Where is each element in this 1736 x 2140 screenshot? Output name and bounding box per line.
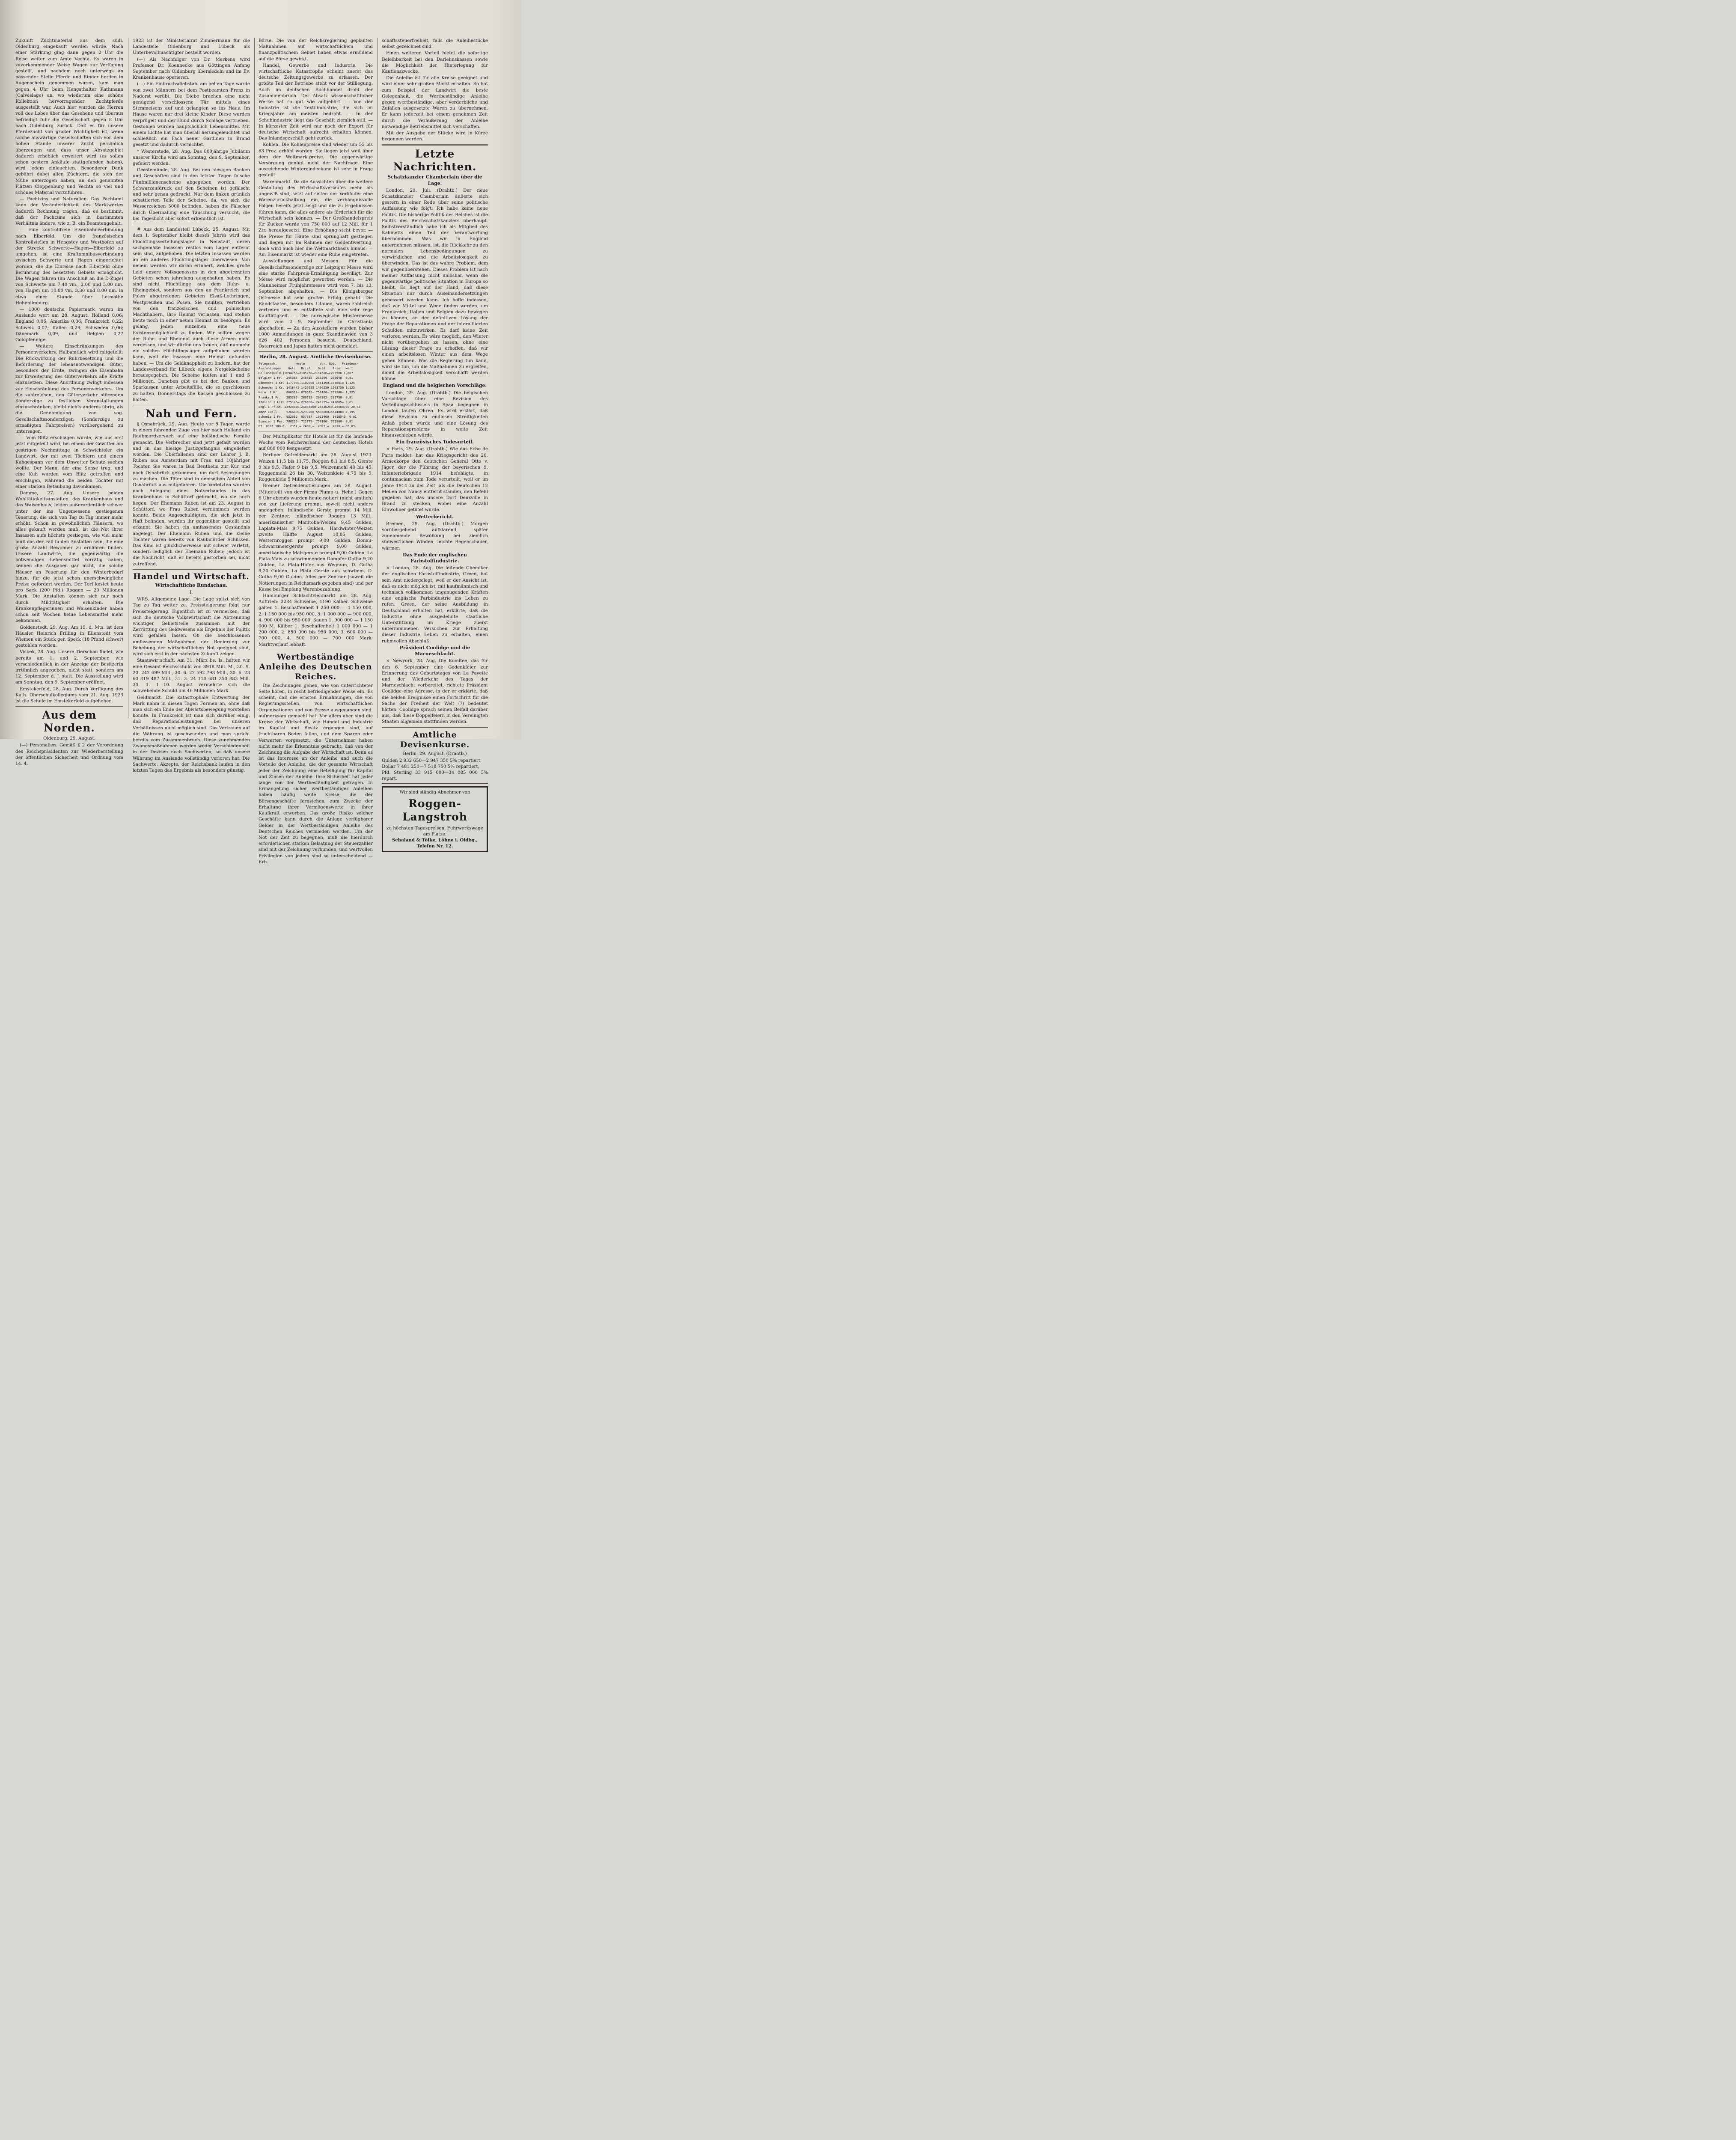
section-heading: Aus dem Norden. xyxy=(42,709,97,734)
article-paragraph: * Westerstede, 28. Aug. Das 800jährige Jubiläum unserer Kirche wird am Sonntag, den 9. September, gefeiert werden. xyxy=(133,149,250,166)
advertisement xyxy=(382,786,488,852)
article-paragraph: Der Multiplikator für Hotels ist für die laufende Woche vom Reichsverband der deutschen Hotels auf 800 000 festgesetzt. xyxy=(259,434,373,452)
article-paragraph: Geldmarkt. Die katastrophale Entwertung der Mark nahm in diesen Tagen Formen an, ohne daß man sich ein Ende der Abwärtsbewegung vorstellen konnte. In Frankreich ist man sich darüber einig, daß Reparationsleistungen bei unseren Verhältnissen nicht möglich sind. Das Vertrauen auf die Währung ist geschwunden und man spricht bereits vom Zusammenbruch. Diese zunehmenden Zwangsmaßnahmen werden weder Verschiedenheit in der Devisen noch Sachwerten, so daß unsere Währung im Auslande vollständig verloren hat. Die Sachwerte, Akzepte, der Reichsbank laufen in den letzten Tagen das Ergebnis als besonders günstig. xyxy=(133,695,250,773)
ad-title: Roggen-Langstroh xyxy=(402,797,468,823)
article-paragraph: × Newyork, 28. Aug. Die Komitee, das für den 6. September eine Gedenkfeier zur Erinnerung des Geburtstages von La Fayette und der Wiederkehr des Tages der Marneschlacht vorbereitet, richtete Präsident Coolidge eine Adresse, in der er erklärte, daß die beiden Ereignisse einen Fortschritt für die Sache der Freiheit der Welt (?) bedeutet hätten. Coolidge sprach seinen Beifall darüber aus, daß diese Doppelfeiern in den Vereinigten Staaten allgemein stattfinden werden. xyxy=(382,658,488,725)
article-paragraph: Berliner Getreidemarkt am 28. August 1923. Weizen 11,5 bis 11,75, Roggen 8,1 bis 8,5, Gerste 9 bis 9,5, Hafer 9 bis 9,5, Weizenmehl 40 bis 45, Roggenmehl 26 bis 30, Weizenkleie 4,75 bis 5, Roggenkleie 5 Millionen Mark. xyxy=(259,452,373,482)
subheading: England und die belgischen Vorschläge. xyxy=(383,383,487,389)
article-paragraph: London, 29. Juli. (Drahtb.) Der neue Schatzkanzler Chamberlain äußerte sich gestern in einer Rede über seine politische Auffassung wie folgt: Ich habe keine neue Politik. Die bisherige Politik des Reiches ist die Politik des Reichsschatzkanzlers überhaupt. Selbstverständlich habe ich als Mitglied des Kabinetts einen Teil der Verantwortung übernommen. Was wir in England unternehmen müssen, ist, die Rückkehr zu den normalen Lebensbedingungen zu verwirklichen und die Arbeitslosigkeit zu überwinden. Das ist das wahre Problem, dem wir gegenüberstehen. Dieses Problem ist nach meiner Auffassung nicht unlösbar, wenn die gegenwärtige politische Situation in Europa so bleibt. Es liegt auf der Hand, daß diese Situation nur durch Auseinandersetzungen gebessert werden kann. Ich hoffe indessen, daß wir Mittel und Wege finden werden, um Frankreich, Italien und Belgien dazu bewegen zu können, an der definitiven Lösung der Frage der Reparationen und der interalliierten Schulden mitzuwirken. Es darf keine Zeit verloren werden. Es wäre möglich, den Winter nicht vorübergehen zu lassen, ohne eine Lösung dieser Frage zu erhoffen, daß wir einen arbeitslosen Winter aus dem Wege gehen können. Was die Regierung tun kann, wird sie tun, um die Maßnahmen zu ergreifen, damit die Arbeitslosigkeit verschafft werden könne. xyxy=(382,187,488,382)
article-paragraph: Die Zeichnungen gehen, wie von unterrichteter Seite hören, in recht befriedigender Weise ein. Es scheint, daß die ernsten Ermahnungen, die von Regierungsstellen, von wirtschaftlichen Organisationen und von Presse ausgegangen sind, aufmerksam gemacht hat. Vor allem aber sind die Kreise der Wirtschaft, wie Handel und Industrie im Kapital und Besitz ergangen sind, auf fruchtbaren Boden fallen, und dem Sparen oder Verwerten vorgesetzt, die Unternehmer haben nicht mehr die Erkenntnis gebracht, daß von der Zeichnung die Aufgabe der Wirtschaft ist. Denn es ist das Interesse an der Anleihe und auch die Vorteile der Anleihe, die der gesamte Wirtschaft jeder der Zeichnung eine Beteiligung für Kapital und Zinsen der Anleihe. Ihre Sicherheit hat jeder lange von der Wertbeständigkeit getragen. In Ermangelung sicher wertbeständiger Anleihen haben häufig weite Kreise, die der Börsengeschäfte fernstehen, zum Zwecke der Erhaltung ihrer Vermögenswerte in ihrer Kaufkraft erworben. Das große Risiko solcher Geschäfte kann durch die Anlage verfügbarer Gelder in der Wertbeständigen Anleihe des Deutschen Reiches vermieden werden. Um der Not der Zeit zu begegnen, muß die hierdurch erforderlichen starken Belastung der Steuerzahler sind mit der Zeichnung verbunden, und wertvollen Privilegien von jedem sind so unterscheidend — Erb. xyxy=(259,683,373,865)
article-paragraph: WRS. Allgemeine Lage. Die Lage spitzt sich von Tag zu Tag weiter zu. Preissteigerung folgt nur Preissteigerung. Eigentlich ist zu vermerken, daß sich die deutsche Volkswirtschaft die Abtrennung wichtiger Gebietsteile zusammen mit der Zerrüttung des Geldwesens als Ergebnis der Politik wird gefallen lassen. Ob die beschlossenen umfassenden Maßnahmen der Regierung zur Behebung der wirtschaftlichen Not geeignet sind, wird sich erst in der nächsten Zukunft zeigen. xyxy=(133,597,250,657)
ad-text: Wir sind ständig Abnehmer von xyxy=(399,789,470,795)
subheading: Berlin, 28. August. Amtliche Devisenkurse. xyxy=(259,354,372,360)
ad-text: zu höchsten Tagespreisen. Fuhrwerkswage am Platze. xyxy=(386,825,483,837)
article-paragraph: Zukunft Zuchtmaterial aus dem südl. Oldenburg eingekauft werden würde. Nach einer Stärkung ging dann gegen 2 Uhr die Reise weiter zum Amte Vechta. Es waren in zuvorkommender Weise Wagen zur Verfügung gestellt, und nachdem noch unterwegs an passender Stelle Pferde und Rinder herden in Augenschein genommen waren, kam man gegen 4 Uhr beim Hengsthalter Kathmann (Calveslage) an, wo wiederum eine schöne Kollektion hervorragender Zuchtpferde ausgestellt war. Auch hier wurden die Herren voll des Lobes über das Gesehene und überaus befriedigt fuhr die Gesellschaft gegen 8 Uhr nach Oldenburg zurück. Daß es für unsere Pferdezucht von großer Wichtigkeit ist, wenn solche auswärtige Gesellschaften sich von dem hohen Stande unserer Zucht persönlich überzeugen und dass unser Absatzgebiet dadurch erheblich erweitert wird (es sollen schon gestern Ankäufe stattgefunden haben), wird jedem einleuchten. Besonderer Dank gebührt dabei allen Züchtern, die sich der Mühe unterzogen haben, an den genannten Plätzen Cloppenburg und Vechta so viel und schönes Material vorzuführen. xyxy=(15,38,123,196)
article-paragraph: Bremer Getreidenotierungen am 28. August. (Mitgeteilt von der Firma Plump u. Hehe.) Gegen 6 Uhr abends wurden heute notiert (nicht amtlich) von zur Lieferung prompt, soweit nicht anders angegeben: Inländische Gerste prompt 14 Mill. per Zentner, inländischer Roggen 13 Mill., amerikanischer Manitoba-Weizen 9,45 Gulden, Laplata-Mais 9,75 Gulden, Hardwinter-Weizen zweite Hälfte August 10,05 Gulden, Westernroggen prompt 9,00 Gulden, Donau-Schwarzmeergerste prompt 9,00 Gulden, amerikanische Malzgerste prompt 9,00 Gulden, La Plata-Mais zu schwimmenden Dampfer Gotha 9,20 Gulden, La Plata-Hafer aus Wegnum, D. Gotha 9,20 Gulden, La Plata Gerste aus schwimm. D. Gotha 9,00 Gulden. Alles per Zentner (soweit die Notierungen in Reichsmark gegeben sind) und per Kasse bei Empfang Warenbezahlung. xyxy=(259,483,373,592)
ad-firm: Schaland & Tölke, Löhne i. Oldbg., xyxy=(392,837,478,843)
article-paragraph: schaftssteuerfreiheit, falls die Anleihestücke selbst gezeichnet sind. xyxy=(382,38,488,50)
article-paragraph: — 1000 deutsche Papiermark waren im Auslande wert am 28. August: Holland 0,06; England 0,06; Amerika 0,06; Frankreich 0,22; Schweiz 0,07; Italien 0,29; Schweden 0,06; Dänemark 0,09, und Belgien 0,27 Goldpfennige. xyxy=(15,306,123,342)
rate-line: Gulden 2 932 650—2 947 350 5% repartiert, xyxy=(382,758,482,763)
subheading: Wirtschaftliche Rundschau. xyxy=(155,582,228,588)
exchange-rate-table: Telegraph. Heute Vor. Not. Friedens- Auszahlungen Geld Brief Geld Brief wert Holland(Guld.)2094750—2105250—2194500—2205500 1,687 Belgien 1 Fr. 245385— 246615— 255360— 256640— 0,81 Dänemark 1 Kr. 1177050—1182950 1041390—1046610 1,125 Schweden 1 Kr. 1418445—1425555 1496250—1503750 1,125 Norw. 1 Kr. 866322— 870675— 758100— 761900— 1,125 Frankr.1 Fr. 285285— 286715— 294262— 295738— 0,81 Italien 1 Lire 275176— 276690— 241395— 242605— 0,81 Engl.1 Pf.St. 23925980—24045500 25436250—25568750 20,43 Amer.1Doll. 5266800—5293200 5585000—5614000 4,195 Schweiz 1 Fr. 952612— 957387— 1013460— 1018540— 0,81 Spanien 1 Pes. 708225— 711775— 758100— 761900— 0,81 Dt.-Oest.100 K. 7357,— 7403,— 7893,— 7920,— 85,09 xyxy=(259,361,360,428)
column-2 xyxy=(133,38,250,773)
rate-line: Pfd. Sterling 33 915 000—34 085 000 5% repart. xyxy=(382,770,488,782)
article-paragraph: Geestemünde, 28. Aug. Bei den hiesigen Banken und Geschäften sind in den letzten Tagen falsche Fünfmillionenscheine abgegeben worden. Der Schwarzaufdruck auf den Scheinen ist gefälscht und sehr genau gedruckt. Nur dem linken grünlich schattierten Teile der Scheine, da, wo sich die Wasserzeichen 5000 befinden, haben die Fälscher durch Übermalung eine Täuschung versucht, die bei Tageslicht aber sofort erkenntlich ist. xyxy=(133,167,250,221)
subheading: Das Ende der englischen Farbstoffindustrie. xyxy=(402,552,467,564)
article-paragraph: (—) Als Nachfolger von Dr. Merkens wird Professor Dr. Koennecke aus Göttingen Anfang September nach Oldenburg übersiedeln und im Ev. Krankenhause operieren. xyxy=(133,56,250,80)
article-paragraph: Hamburger Schlachtviehmarkt am 28. Aug. Auftrieb: 3284 Schweine, 1190 Kälber. Schweine galten 1. Beschaffenheit 1 250 000 — 1 150 000, 2. 1 150 000 bis 950 000, 3. 1 000 000 — 900 000, 4. 900 000 bis 950 000. Sauen 1. 900 000 — 1 150 000 M. Kälber 1. Beschaffenheit 1 000 000 — 1 200 000, 2. 850 000 bis 950 000, 3. 600 000 — 700 000, 4. 500 000 — 700 000 Mark. Marktverlauf lebhaft. xyxy=(259,593,373,647)
article-paragraph: 1923 ist der Ministerialrat Zimmermann für die Landesteile Oldenburg und Lübeck als Unterbevollmächtigter bestellt worden. xyxy=(133,38,250,56)
article-paragraph: × Paris, 29. Aug. (Drahtb.) Wie das Echo de Paris meldet, hat das Kriegsgericht des 20. Armeekorps den deutschen General Otto v. Jäger, der die Führung der bayerischen 9. Infanteriebrigade 1914 befehligte, in contumaciam zum Tode verurteilt, weil er im Jahre 1914 zu der Zeit, als die Deutschen 12 Meilen von Nancy entfernt standen, den Befehl gegeben hat, das unsere Dorf Deuxville in Brand zu stecken, wobei eine Anzahl Einwohner getötet wurde. xyxy=(382,446,488,513)
article-paragraph: London, 29. Aug. (Drahtb.) Die belgischen Vorschläge über eine Revision des Verteilungsschlüssels in Spaa begegnen in London taufen Ohren. Es wird erklärt, daß diese Revision zu endlosen Streitigkeiten Anlaß geben würde und eine Lösung des Reparationsproblems in weite Zeit hinausschieben würde. xyxy=(382,390,488,438)
article-paragraph: — Vom Blitz erschlagen wurde, wie uns erst jetzt mitgeteilt wird, bei einem der Gewitter am gestrigen Nachmittage in Schwichteler ein Landwirt, der mit zwei Töchtern und einem Kuhgespann vor dem Unwetter Schutz suchen wollte. Der Mann, der eine Sense trug, und eine Kuh wurden vom Blitz getroffen und erschlagen, während die beiden Töchter mit einer starken Betäubung davonkamen. xyxy=(15,435,123,489)
exchange-rate-box xyxy=(382,727,488,784)
article-paragraph: Visbek, 28. Aug. Unsere Tierschau findet, wie bereits am 1. und 2. September, wie verschiedentlich in der Anzeige der Besitzerin irrtümlich angegeben, nicht statt, sondern am 12. September d. J. statt. Die Ausstellung wird am Sonntag, den 9. September eröffnet. xyxy=(15,649,123,685)
article-paragraph: — Eine kontrollfreie Eisenbahnverbindung nach Elberfeld. Um die französischen Kontrollstellen in Hengstey und Westhofen auf der Strecke Schwerte—Hagen—Elberfeld zu umgehen, ist eine Kraftomnibusverbindung zwischen Schwerte und Hagen eingerichtet worden, die die Einreise nach Elberfeld ohne Berührung des besetzten Gebiets ermöglicht. Die Wagen fahren (im Anschluß an die D-Züge) von Schwerte um 7.40 vm., 2.00 und 5.00 nm. von Hagen um 10.00 vm. 3.30 und 8.00 nm. in etwa einer Stunde über Letmathe Hohenlimburg. xyxy=(15,227,123,306)
article-paragraph: Die Anleihe ist für alle Kreise geeignet und wird einer sehr großen Markt erhalten. So hat zum Beispiel der Landwirt die beste Gelegenheit, die Wertbeständige Anleihe gegen wertbeständige, aber verderbliche und Zufällen ausgesetzte Waren zu übernehmen. Er kann jederzeit bei einem genehmen Zeit durch die Veräußerung der Anleihe notwendige Betriebsmittel sich verschaffen. xyxy=(382,75,488,129)
article-paragraph: (—) Personalien. Gemäß § 2 der Verordnung des Reichspräsidenten zur Wiederherstellung der öffentlichen Sicherheit und Ordnung vom 14. 4. xyxy=(15,743,123,766)
article-paragraph: Emstekerfeld, 28. Aug. Durch Verfügung des Kath. Oberschulkollegiums vom 21. Aug. 1923 ist die Schule im Emstekerfeld aufgehoben. xyxy=(15,686,123,704)
article-paragraph: Bremen, 29. Aug. (Drahtb.) Morgen vorübergehend aufklarend, später zunehmende Bewölkung bei ziemlich südwestlichen Winden, leichte Regenschauer, wärmer. xyxy=(382,521,488,551)
subheading: Präsident Coolidge und die Marneschlacht. xyxy=(399,645,470,657)
article-paragraph: § Osnabrück, 29. Aug. Heute vor 8 Tagen wurde in einem fahrenden Zuge von hier nach Holland ein Raubmordversuch auf eine holländische Familie gemacht. Die Verbrecher sind jetzt gefaßt worden und in das hiesige Justizgefängnis eingeliefert worden. Die Überfallenen sind der Lehrer J. B. Ruben aus Amsterdam mit Frau und 10jähriger Tochter. Sie waren in Bad Bentheim zur Kur und nach Osnabrück gekommen, um dort Besorgungen zu machen. Die Täter sind in demselben Abteil von Osnabrück aus mitgefahren. Die Verletzten wurden nach Anlegung eines Notverbandes in das Krankenhaus in Schüttorf gebracht, wo sie noch liegen. Der Ehemann Ruben ist am 23. August in Schüttorf, wo Frau Ruben vernommen werden konnte. Beide Angeschuldigten, die sich jetzt in Haft befinden, wurden ihr gegenüber gestellt und erkannt. Sie haben ein umfassendes Geständnis abgelegt. Der Ehemann Ruben und die kleine Tochter waren bereits von Raubmörder Schüssen. Das Kind ist glücklicherweise mit schwer verletzt, sondern lediglich der Ehemann Ruben; jedoch ist die Nachricht, daß er bereits gestorben sei, nicht zutreffend. xyxy=(133,421,250,567)
column-4 xyxy=(382,38,488,849)
section-divider xyxy=(15,706,123,707)
section-divider xyxy=(133,569,250,570)
article-paragraph: Goldenstedt, 29. Aug. Am 19. d. Mts. ist dem Häusler Heinrich Frilling in Ellenstedt vom Wiemen ein Stück ger. Speck (18 Pfund schwer) gestohlen worden. xyxy=(15,624,123,648)
section-heading: Handel und Wirtschaft. xyxy=(133,571,250,581)
rate-line: Dollar 7 481 250—7 518 750 5% repartiert, xyxy=(382,764,479,769)
section-divider xyxy=(382,144,488,146)
article-paragraph: # Aus dem Landesteil Lübeck, 25. August. Mit dem 1. September bleibt dieses Jahres wird das Flüchtlingsverteilungslager in Neustadt, deren sachgemäße Insassen restlos vom Lager entfernt sein sind, aufgehoben. Die letzten Insassen werden an ein anderes Flüchtlingslager überwiesen. Von neuem werden wir daran erinnert, welches große Leid unsere Volksgenossen in den abgetrennten Gebieten schon jahrelang ausgehalten haben. Es sind nicht Flüchtlinge aus dem Ruhr- u. Rheingebiet, sondern aus den an Frankreich und Polen abgetretenen Gebieten Elsaß-Lothringen, Westpreußen und Posen. Sie mußten, vertrieben von den französischen und polnischen Machthabern, ihre Heimat verlassen, und stehen heute noch in einer neuen Heimat zu besorgen. Es gelang, jeden einzelnen eine neue Existenzmöglichkeit zu finden. Wir sollten wegen der Ruhr- und Rheinnot auch diese Armen nicht vergessen, und wir dürfen uns freuen, daß nunmehr ein solches Flüchtlingslager aufgehoben werden kann, weil die Insassen eine Heimat gefunden haben. — Um die Geldknappheit zu lindern, hat der Landesverband für Lübeck eigene Notgeldscheine herausgegeben. Die Scheine lauten auf 1 und 5 Millionen. Daneben gibt es bei den Banken und Sparkassen unter Arbeitsfülle, die so geschlossen zu halten, Donnerstags die Kassen geschlossen zu halten. xyxy=(133,227,250,402)
subheading: Schatzkanzler Chamberlain über die Lage. xyxy=(387,174,482,186)
column-3 xyxy=(259,38,373,865)
article-paragraph: Börse. Die von der Reichsregierung geplanten Maßnahmen auf wirtschaftlichem und finanzpolitischem Gebiet haben etwas ermüdend auf die Börse gewirkt. xyxy=(259,38,373,62)
article-paragraph: Damme, 27. Aug. Unsere beiden Wohltätigkeitsanstalten, das Krankenhaus und das Waisenhaus, leiden außerordentlich schwer unter der ins Ungemessene gestiegenen Teuerung, die sich von Tag zu Tag immer mehr erhöht. Schon in gewöhnlichen Häusern, wo alles gekauft werden muß, ist die Not ihrer Insassen aufs höchste gestiegen, wie viel mehr muß das der Fall in den Anstalten sein, die eine große Anzahl Bewohner zu ernähren finden. Unsere Landwirte, die gegenwärtig die notwendigen Lebensmittel vorrätig haben, kennen die Ausgaben gar nicht, die solche Häuser an Feuerung für den Winterbedarf hinzu, für die jetzt schon unerschwingliche Preise gefordert werden. Der Torf kostet heute pro Sack (200 Pfd.) Roggen — 20 Millionen Mark. Die Anstalten können sich nur noch durch Mildtätigkeit erhalten. Die Krankenpflegerinnen und Waisenkinder haben schon seit Wochen keine Lebensmittel mehr bekommen. xyxy=(15,490,123,624)
article-paragraph: (—) Ein Einbruchsdiebstahl am hellen Tage wurde von zwei Männern bei dem Postbeamten Frenz in Nadorst verübt. Die Diebe brachen eine nicht genügend verschlossene Tür mittels eines Stemmeisens auf und gelangten so ins Haus. Im Hause waren nur drei kleine Kinder. Diese wurden verprügelt und der Hund durch Schläge vertrieben. Gestohlen wurden hauptsächlich Lebensmittel. Mit einem Lichte hat man überall herumgeleuchtet und schließlich ein Fach neuer Gardinen in Brand gesetzt und dadurch vernichtet. xyxy=(133,81,250,148)
article-paragraph: — Weitere Einschränkungen des Personenverkehrs. Halbamtlich wird mitgeteilt: Die Rückwirkung der Ruhrbesetzung und die Beförderung der lebensnotwendigen Güter, besonders der Ernte, zwingen die Eisenbahn zur Erweiterung des Güterverkehrs alle Kräfte einzusetzen. Diese Anordnung zwingt indessen zur Einschränkung des Personenverkehrs. Um die zahlreichen, den Güterverkehr störenden Sonderzüge zu festlichen Veranstaltungen einzuschränken, bleibt nichts anderes übrig, als die Genehmigung von sog. Gesellschaftssonderzügen (Sonderzüge zu ermäßigten Fahrpreisen) vorübergehend zu untersagen. xyxy=(15,344,123,434)
part-number: I. xyxy=(190,590,193,595)
newspaper-page xyxy=(15,38,488,865)
article-paragraph: Ausstellungen und Messen. Für die Gesellschaftssonderzüge zur Leipziger Messe wird eine starke Fahrpreis-Ermäßigung bewilligt. Zur Messe wird möglichst geworben werden. — Die Mannheimer Frühjahrsmesse wird vom 7. bis 13. September abgehalten. — Die Königsberger Ostmesse hat sehr großen Erfolg gehabt. Die Randstaaten, besonders Litauen, waren zahlreich vertreten und es entfaltete sich eine sehr rege Kauftätigkeit. — Die norwegische Mustermesse wird vom 2.—9. September in Christiania abgehalten. — Zu den Ausstellern wurden bisher 1000 Anmeldungen in ganz Skandinavien von 3 626 402 Personen besucht. Deutschland, Österreich und Japan hatten nicht gemeldet. xyxy=(259,259,373,349)
article-paragraph: Kohlen. Die Kohlenpreise sind wieder um 55 bis 63 Proz. erhöht worden. Sie liegen jetzt weit über dem der Weltmarktpreise. Die gegenwärtige Versorgung genügt nicht der Nachfrage. Eine ausreichende Wintereindeckung ist sehr in Frage gestellt. xyxy=(259,142,373,178)
section-heading: Nah und Fern. xyxy=(146,407,237,420)
article-paragraph: — Pachtzins und Naturalien. Das Pachtamt kann der Veränderlichkeit des Marktwertes dadurch Rechnung tragen, daß es bestimmt, daß der Pachtzins sich in bestimmten Verhältnis ändere, wie z. B. ein Beamtengehalt. xyxy=(15,196,123,226)
section-heading: Letzte Nachrichten. xyxy=(393,148,477,173)
section-divider xyxy=(259,351,373,352)
subheading: Ein französisches Todesurteil. xyxy=(396,439,474,445)
column-1 xyxy=(15,38,123,766)
dateline: Oldenburg, 29. August. xyxy=(43,736,95,741)
ad-phone: Telefon Nr. 12. xyxy=(416,843,453,849)
section-heading: Wertbeständige Anleihe des Deutschen Reiches. xyxy=(259,652,372,681)
subheading: Wetterbericht. xyxy=(416,514,454,520)
article-paragraph: Mit der Ausgabe der Stücke wird in Kürze begonnen werden. xyxy=(382,131,488,142)
dateline: Berlin, 29. August. (Drahtb.) xyxy=(403,751,467,756)
article-paragraph: × London, 28. Aug. Die leitende Chemiker der englischen Farbstoffindustrie, Green, hat sein Amt niedergelegt, weil er der Ansicht ist, daß es nicht möglich ist, mit kaufmännisch und technisch vollkommen ungenügenden Kräften eine englische Farbindustrie ins Leben zu rufen. Green, der seine Ausbildung in Deutschland erhalten hat, erklärte, daß die Industrie ohne ausgedehnte staatliche Unterstützung im Kriege zuerst unternommenen Versuchen zur Erhaltung dieser Industrie Leben zu erhalten, einen ruhmvollen Abschluß. xyxy=(382,565,488,644)
article-paragraph: Einen weiteren Vorteil bietet die sofortige Beleihbarkeit bei den Darlehnskassen sowie die Möglichkeit der Hinterlegung für Kautionszwecke. xyxy=(382,51,488,74)
column-rule xyxy=(254,38,255,718)
article-paragraph: Staatswirtschaft. Am 31. März bs. Is. hatten wir eine Gesamt-Reichsschuld von 8918 Mill. M., 30. 9. 20. 242 699 Mill., 30. 6. 22 592 793 Mill., 30. 6. 23 60 819 487 Mill., 31. 3. 24 110 681 350 883 Mill. 30. 1. 1—10. August vermehrte sich die schwebende Schuld um 46 Millionen Mark. xyxy=(133,658,250,694)
article-paragraph: Handel, Gewerbe und Industrie. Die wirtschaftliche Katastrophe scheint zuerst das deutsche Zeitungsgewerbe zu erfassen. Der größte Teil der Betriebe steht vor der Stilllegung. Auch im deutschen Buchhandel droht der Zusammenbruch. Der Absatz wissenschaftlicher Werke hat so gut wie aufgehört. — Von der Industrie ist die Textilindustrie, die sich im Kriegsjahre am meisten bedroht. — In der Schuhindustrie liegt das Geschäft ziemlich still. — In kürzester Zeit wird nur noch der Export für deutsche Wirtschaft aufrecht erhalten können. Das Inlandsgeschäft geht zurück. xyxy=(259,62,373,141)
section-heading: Amtliche Devisenkurse. xyxy=(400,730,470,749)
article-paragraph: Warenmarkt. Da die Aussichten über die weitere Gestaltung des Wirtschaftsverlaufes mehr als ungewiß sind, setzt auf seiten der Verkäufer eine Warenzurückhaltung ein, die verhängnisvolle Folgen bereits jetzt zeigt und die zu Ergebnissen führen kann, die alles andere als förderlich für die Wirtschaft sein können. — Der Großhandelspreis für Zucker wurde von 750 000 auf 12 Mill. für 1 Ztr. heraufgesetzt. Eine Erhöhung steht bevor. — Die Preise für Häute sind sprunghaft gestiegen und liegen mit im Rahmen der Geldentwertung, doch wird auch hier die Weltmarktbasis hinaus. — Am Eisenmarkt ist wieder eine Ruhe eingetreten. xyxy=(259,179,373,258)
